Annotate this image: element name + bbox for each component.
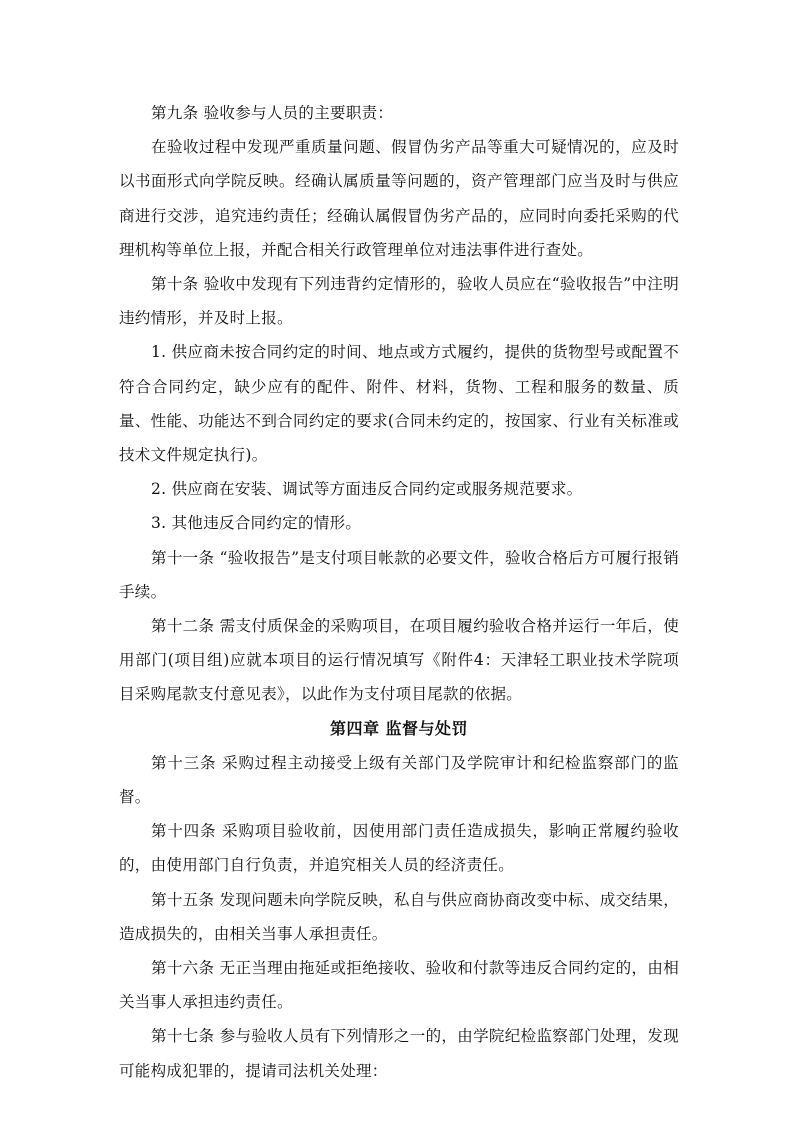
article-10-item-3: 3. 其他违反合同约定的情形。 (151, 514, 362, 533)
article-14: 第十四条 采购项目验收前，因使用部门责任造成损失，影响正常履约验收的，由使用部门自行负责，并追究相关人员的经济责任。 (119, 822, 679, 875)
article-13: 第十三条 采购过程主动接受上级有关部门及学院审计和纪检监察部门的监督。 (119, 753, 679, 807)
article-9-body: 在验收过程中发现严重质量问题、假冒伪劣产品等重大可疑情况的，应及时以书面形式向学院反映。经确认属质量等问题的，资产管理部门应当及时与供应商进行交涉，追究违约责任；经确认属假冒伪劣产品的，应同时向委托采购的代理机构等单位上报，并配合相关行政管理单位对违法事件进行查处。 (119, 138, 679, 259)
article-12: 第十二条 需支付质保金的采购项目，在项目履约验收合格并运行一年后，使用部门(项目组)应就本项目的运行情况填写《附件4：天津轻工职业技术学院项目采购尾款支付意见表》，以此作为支付项目尾款的依据。 (119, 617, 679, 704)
article-10: 第十条 验收中发现有下列违背约定情形的，验收人员应在“验收报告”中注明违约情形，并及时上报。 (119, 275, 679, 328)
article-10-item-1: 1. 供应商未按合同约定的时间、地点或方式履约，提供的货物型号或配置不符合合同约定，缺少应有的配件、附件、材料，货物、工程和服务的数量、质量、性能、功能达不到合同约定的要求(合同未约定的，按国家、行业有关标准或技术文件规定执行)。 (119, 343, 679, 465)
article-10-item-2: 2. 供应商在安装、调试等方面违反合同约定或服务规范要求。 (151, 480, 583, 499)
article-15: 第十五条 发现问题未向学院反映，私自与供应商协商改变中标、成交结果，造成损失的，由相关当事人承担责任。 (119, 890, 679, 943)
document-body (119, 96, 679, 1088)
article-9-heading: 第九条 验收参与人员的主要职责： (151, 104, 394, 122)
article-16: 第十六条 无正当理由拖延或拒绝接收、验收和付款等违反合同约定的，由相关当事人承担违约责任。 (119, 959, 679, 1012)
article-17: 第十七条 参与验收人员有下列情形之一的，由学院纪检监察部门处理，发现可能构成犯罪的，提请司法机关处理： (119, 1027, 679, 1080)
chapter-4-title: 第四章 监督与处罚 (329, 718, 469, 738)
article-11: 第十一条 “验收报告”是支付项目帐款的必要文件，验收合格后方可履行报销手续。 (119, 548, 679, 601)
